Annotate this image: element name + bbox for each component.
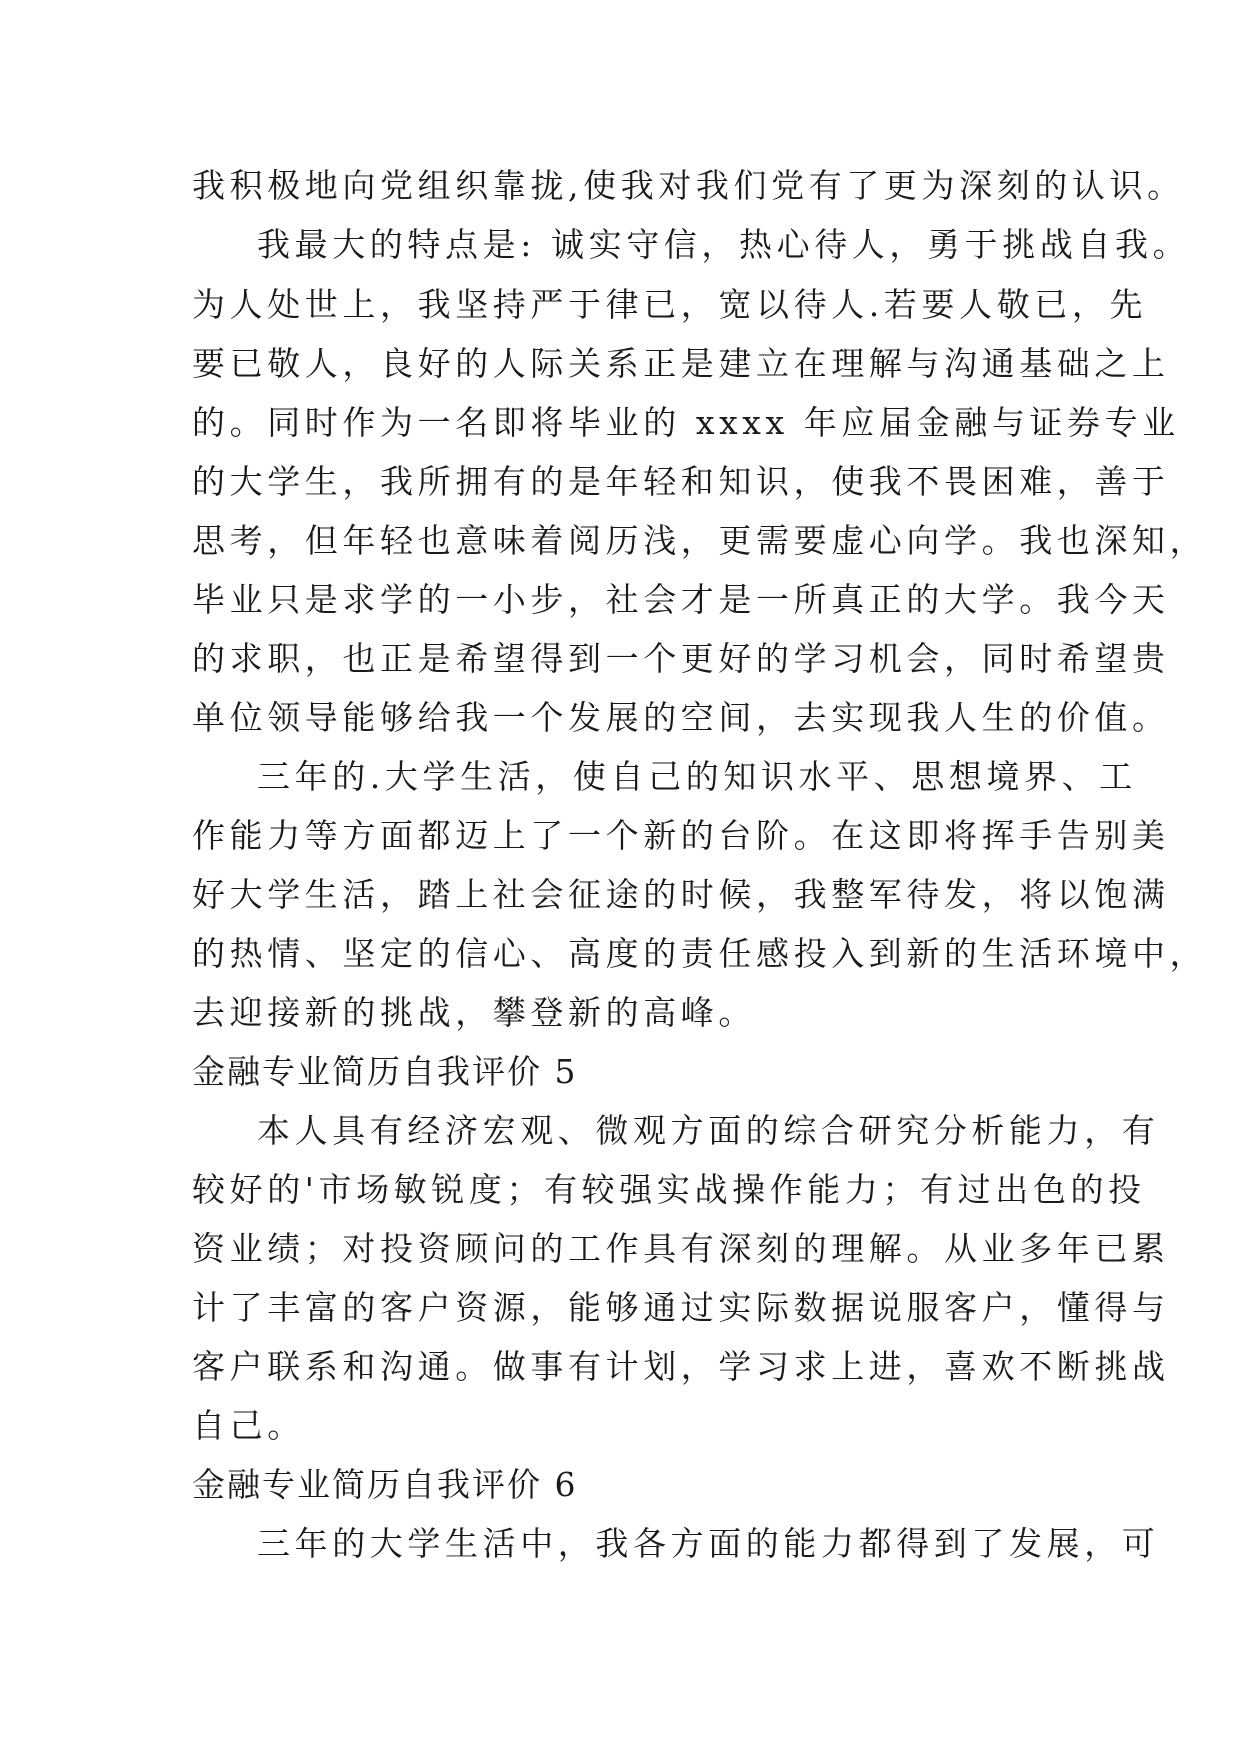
text-line: 单位领导能够给我一个发展的空间，去实现我人生的价值。 — [192, 698, 1170, 737]
text-line: 较好的'市场敏锐度；有较强实战操作能力；有过出色的投 — [192, 1170, 1146, 1209]
text-line: 好大学生活，踏上社会征途的时候，我整军待发，将以饱满 — [192, 875, 1170, 914]
text-line: 自己。 — [192, 1406, 305, 1445]
text-line: 毕业只是求学的一小步，社会才是一所真正的大学。我今天 — [192, 580, 1170, 619]
text-line: 客户联系和沟通。做事有计划，学习求上进，喜欢不断挑战 — [192, 1347, 1170, 1386]
section-heading: 金融专业简历自我评价 5 — [192, 1052, 578, 1091]
text-line: 的。同时作为一名即将毕业的 xxxx 年应届金融与证券专业 — [192, 403, 1180, 442]
paragraph-first-line: 三年的.大学生活，使自己的知识水平、思想境界、工 — [257, 757, 1137, 796]
text-line: 要已敬人，良好的人际关系正是建立在理解与沟通基础之上 — [192, 344, 1170, 383]
section-heading: 金融专业简历自我评价 6 — [192, 1465, 578, 1504]
text-line: 为人处世上，我坚持严于律已，宽以待人.若要人敬已，先 — [192, 285, 1148, 324]
text-line: 的热情、坚定的信心、高度的责任感投入到新的生活环境中， — [192, 934, 1208, 973]
text-line: 的大学生，我所拥有的是年轻和知识，使我不畏困难，善于 — [192, 462, 1170, 501]
text-line: 计了丰富的客户资源，能够通过实际数据说服客户，懂得与 — [192, 1288, 1170, 1327]
paragraph-first-line: 本人具有经济宏观、微观方面的综合研究分析能力，有 — [257, 1111, 1160, 1150]
paragraph-first-line: 三年的大学生活中，我各方面的能力都得到了发展，可 — [257, 1524, 1160, 1563]
text-line: 我积极地向党组织靠拢,使我对我们党有了更为深刻的认识。 — [192, 166, 1185, 205]
paragraph-first-line: 我最大的特点是: 诚实守信，热心待人，勇于挑战自我。 — [257, 225, 1191, 264]
text-line: 作能力等方面都迈上了一个新的台阶。在这即将挥手告别美 — [192, 816, 1170, 855]
text-line: 思考，但年轻也意味着阅历浅，更需要虚心向学。我也深知， — [192, 521, 1208, 560]
text-line: 的求职，也正是希望得到一个更好的学习机会，同时希望贵 — [192, 639, 1170, 678]
text-line: 去迎接新的挑战，攀登新的高峰。 — [192, 993, 756, 1032]
text-line: 资业绩；对投资顾问的工作具有深刻的理解。从业多年已累 — [192, 1229, 1170, 1268]
